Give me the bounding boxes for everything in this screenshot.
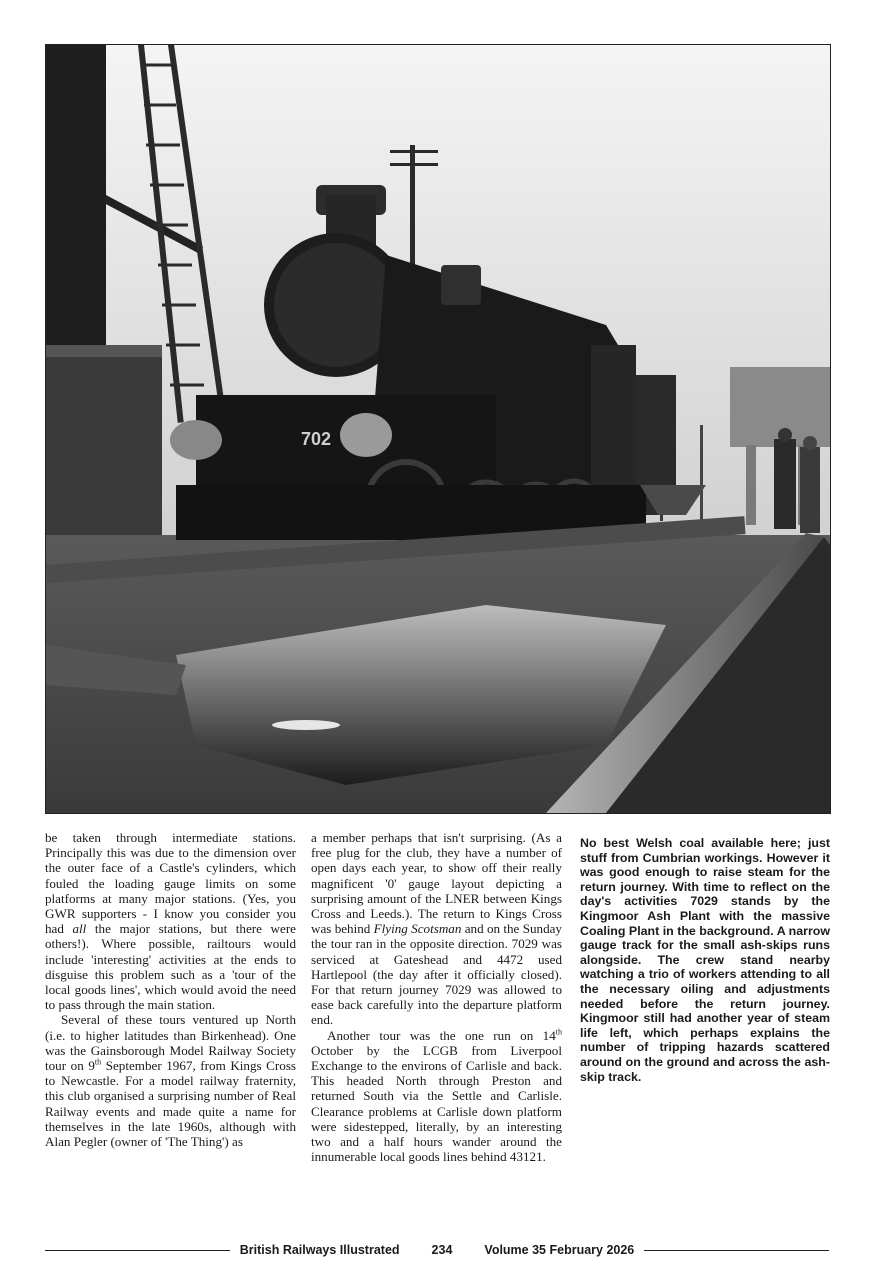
paragraph (45, 830, 296, 1012)
paragraph (311, 1028, 562, 1165)
text-run: Several of these tours ventured up North (i.e. to higher latitudes than Birkenhead). One was the Gainsborough Model Railway Society tour on 9 (45, 1012, 296, 1074)
smokebox-number: 702 (301, 429, 332, 449)
page-footer (45, 1241, 829, 1259)
publication-title: British Railways Illustrated (239, 1243, 400, 1257)
text-run: October by the LCGB from Liverpool Exchange to the environs of Carlisle and back. This headed North through Preston and returned South via the Settle and Carlisle. Clearance problems at Carlisle down platform were sidestepped, literally, by an interesting two and a half hours wander around the innumerable local goods lines behind 43121. (311, 1042, 562, 1165)
page-number: 234 (431, 1243, 453, 1257)
text-run: the major stations, but there were others!). Where possible, railtours would include 'interesting' activities at the ends to disguise this problem such as a 'tour of the local goods lines', which would avoid the need to pass through the main station. (45, 921, 296, 1013)
superscript: th (94, 1057, 102, 1067)
text-run: Another tour was the one run on 14 (327, 1027, 556, 1043)
text-run: September 1967, from Kings Cross to Newcastle. For a model railway fraternity, this club organised a surprising number of Real Railway events and made quite a name for themselves in the late 1960s, although with Alan Pegler (owner of 'The Thing') as (45, 1058, 297, 1150)
paragraph (45, 1012, 296, 1149)
footer-rule-left (45, 1250, 230, 1251)
article-column-2 (311, 830, 562, 1164)
paragraph (311, 830, 562, 1028)
emphasis: Flying Scotsman (373, 921, 462, 937)
superscript: th (555, 1027, 562, 1037)
text-run: and on the Sunday the tour ran in the opposite direction. 7029 was serviced at Gateshead and 4472 used Hartlepool (the day after it officially closed). For that return journey 7029 was allowed to ease back carefully into the departure platform end. (311, 921, 562, 1028)
locomotive-photo (45, 44, 831, 814)
article-column-1 (45, 830, 296, 1149)
emphasis: all (72, 921, 87, 937)
text-run: a member perhaps that isn't surprising. (As a free plug for the club, they have a number of open days each year, to show off their really magnificent '0' gauge layout depicting a surprising amount of the LNER between Kings Cross and Leeds.). The return to Kings Cross was behind (311, 830, 562, 937)
photo-illustration (46, 45, 830, 813)
footer-rule-right (644, 1250, 829, 1251)
photo-caption: No best Welsh coal available here; just stuff from Cumbrian workings. However it was good enough to raise steam for the return journey. With time to reflect on the day's activities 7029 stands by the Kingmoor Ash Plant with the massive Coaling Plant in the background. A narrow gauge track for the small ash-skips runs alongside. The crew stand nearby watching a trio of workers attending to all the necessary oiling and adjustments needed before the return journey. Kingmoor still had another year of steam life left, which perhaps explains the number of tripping hazards scattered around on the ground and across the ash-skip track. (580, 836, 830, 1084)
issue-info: Volume 35 February 2026 (484, 1243, 635, 1257)
text-run: be taken through intermediate stations. Principally this was due to the dimension over the outer face of a Castle's cylinders, which fouled the loading gauge limits on some platforms at many major stations. (Yes, you GWR supporters - I know you consider you had (45, 830, 296, 937)
